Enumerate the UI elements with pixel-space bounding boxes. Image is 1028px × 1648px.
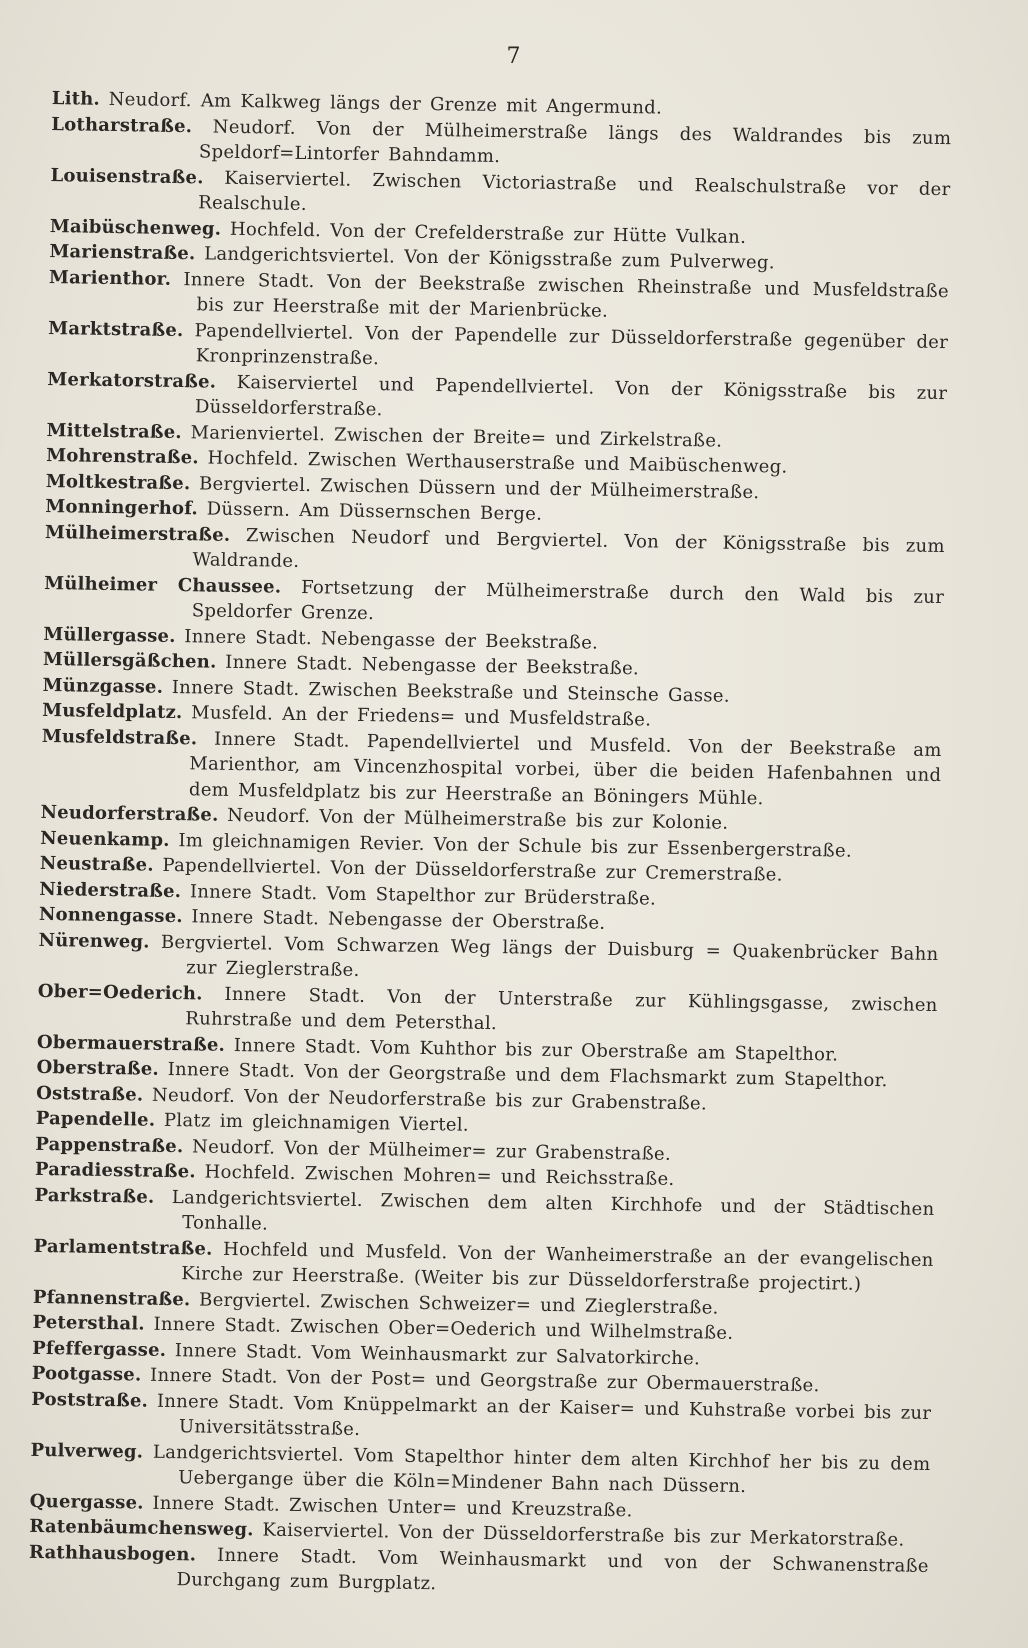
entry-description: Düssern. Am Düssernschen Berge. — [206, 498, 543, 525]
entry-street-name: Pulverweg. — [30, 1439, 144, 1463]
entry-description: Innere Stadt. Nebengasse der Oberstraße. — [191, 906, 606, 934]
entry-description: Neudorf. Am Kalkweg längs der Grenze mit Angermund. — [108, 88, 663, 119]
entry-street-name: Parlamentstraße. — [33, 1235, 213, 1260]
entry-street-name: Monningerhof. — [45, 495, 199, 520]
entry-description: Innere Stadt. Nebengasse der Beekstraße. — [225, 651, 640, 680]
entry-description: Innere Stadt. Vom Knüppelmarkt an der Kaiser= und Kuhstraße vorbei bis zur Universitätsstraße. — [156, 1390, 932, 1441]
entry-description: Landgerichtsviertel. Zwischen dem alten Kirchhofe und der Städtischen Tonhalle. — [171, 1186, 935, 1235]
entry-street-name: Mohrenstraße. — [46, 444, 199, 469]
entry-description: Kaiserviertel und Papendellviertel. Von der Königsstraße bis zur Düsseldorferstraße. — [194, 371, 948, 421]
entry-description: Bergviertel. Zwischen Düssern und der Mülheimerstraße. — [198, 472, 760, 503]
entry-description: Zwischen Neudorf und Bergviertel. Von der Königsstraße bis zum Waldrande. — [192, 524, 946, 572]
entry-street-name: Maibüschenweg. — [49, 215, 222, 240]
entry-description: Marienviertel. Zwischen der Breite= und Zirkelstraße. — [190, 421, 723, 452]
entry-street-name: Münzgasse. — [42, 674, 164, 698]
entry-description: Platz im gleichnamigen Viertel. — [163, 1109, 470, 1136]
entry-street-name: Obermauerstraße. — [36, 1031, 226, 1056]
entry-description: Kaiserviertel. Zwischen Victoriastraße und Realschulstraße vor der Realschule. — [198, 167, 951, 216]
entry-street-name: Pfeffergasse. — [32, 1337, 167, 1361]
page-number: 7 — [506, 44, 522, 69]
entry-street-name: Oberstraße. — [36, 1056, 160, 1080]
entry-street-name: Müllersgäßchen. — [42, 648, 217, 673]
entry-street-name: Musfeldplatz. — [42, 699, 183, 724]
entry-street-name: Parkstraße. — [34, 1184, 155, 1208]
entry-description: Neudorf. Von der Mülheimerstraße längs des Waldrandes bis zum Speldorf=Lintorfer Bahndamm. — [198, 116, 952, 168]
entry-description: Hochfeld und Musfeld. Von der Wanheimerstraße an der evangelischen Kirche zur Heerstraße. (Weiter bis zur Düsseldorferstraße projectirt.) — [181, 1238, 934, 1295]
entry-description: Hochfeld. Zwischen Werthauserstraße und Maibüschenweg. — [207, 447, 788, 478]
entry-description: Innere Stadt. Zwischen Beekstraße und Steinsche Gasse. — [171, 676, 731, 707]
entry-street-name: Merkatorstraße. — [47, 368, 217, 393]
entry-street-name: Neuenkamp. — [40, 827, 170, 851]
entry-street-name: Nonnengasse. — [38, 903, 183, 928]
entry-description: Innere Stadt. Vom Weinhausmarkt zur Salvatorkirche. — [174, 1339, 701, 1369]
entry-street-name: Louisenstraße. — [50, 164, 204, 188]
entry-street-name: Marktstraße. — [48, 317, 184, 341]
entry-description: Hochfeld. Zwischen Mohren= und Reichsstraße. — [204, 1161, 675, 1190]
entry-street-name: Lotharstraße. — [51, 113, 193, 137]
entry-street-name: Marienthor. — [48, 266, 172, 290]
entry-street-name: Müllergasse. — [43, 623, 176, 647]
entry-street-name: Pfannenstraße. — [32, 1286, 191, 1310]
entry-street-name: Neustraße. — [39, 852, 154, 876]
entry-description: Bergviertel. Zwischen Schweizer= und Zieglerstraße. — [198, 1288, 719, 1319]
entry-description: Innere Stadt. Von der Post= und Georgstraße zur Obermauerstraße. — [149, 1364, 820, 1397]
entry-street-name: Moltkestraße. — [45, 470, 191, 494]
entry-description: Papendellviertel. Von der Papendelle zur Düsseldorferstraße gegenüber der Kronprinzenstraße. — [194, 319, 949, 370]
entry-street-name: Niederstraße. — [39, 878, 182, 902]
entry-street-name: Petersthal. — [32, 1311, 145, 1335]
entry-description: Innere Stadt. Nebengasse der Beekstraße. — [184, 625, 599, 654]
entry-description: Fortsetzung der Mülheimerstraße durch den Wald bis zur Speldorfer Grenze. — [191, 576, 945, 625]
entry-description: Innere Stadt. Zwischen Unter= und Kreuzstraße. — [152, 1492, 633, 1521]
directory-entry — [41, 723, 942, 814]
entry-description: Hochfeld. Von der Crefelderstraße zur Hütte Vulkan. — [229, 218, 747, 248]
entry-description: Innere Stadt. Von der Georgstraße und dem Flachsmarkt zum Stapelthor. — [167, 1058, 888, 1092]
entry-description: Innere Stadt. Vom Kuhthor bis zur Oberstraße am Stapelthor. — [233, 1034, 839, 1065]
entry-description: Musfeld. An der Friedens= und Musfeldstraße. — [191, 702, 652, 731]
entry-street-name: Pootgasse. — [31, 1362, 142, 1386]
entry-street-name: Ober=Oederich. — [37, 980, 203, 1004]
entry-street-name: Paradiesstraße. — [34, 1158, 197, 1183]
entry-description: Landgerichtsviertel. Vom Stapelthor hinter dem alten Kirchhof her bis zu dem Uebergange über die Köln=Mindener Bahn nach Düssern. — [152, 1441, 931, 1498]
entry-description: Innere Stadt. Von der Beekstraße zwischen Rheinstraße und Musfeldstraße bis zur Heerstraße mit der Marienbrücke. — [183, 268, 950, 322]
entry-description: Neudorf. Von der Mülheimerstraße bis zur Kolonie. — [227, 804, 729, 834]
street-directory-list — [28, 86, 952, 1604]
entry-street-name: Lith. — [51, 87, 101, 110]
entry-description: Landgerichtsviertel. Von der Königsstraße zum Pulverweg. — [203, 243, 775, 274]
entry-street-name: Quergasse. — [29, 1490, 144, 1514]
entry-street-name: Neudorferstraße. — [40, 801, 219, 826]
entry-street-name: Musfeldstraße. — [41, 725, 198, 749]
entry-street-name: Mülheimerstraße. — [44, 521, 231, 546]
entry-street-name: Papendelle. — [35, 1107, 156, 1131]
entry-description: Innere Stadt. Papendellviertel und Musfeld. Von der Beekstraße am Marienthor, am Vincenzhospital vorbei, über die beiden Hafenbahnen und dem Musfeldplatz bis zur Heerstraße an Böningers Mühle. — [188, 728, 942, 809]
entry-description: Papendellviertel. Von der Düsseldorferstraße zur Cremerstraße. — [162, 854, 783, 886]
entry-street-name: Ratenbäumchensweg. — [29, 1515, 254, 1541]
entry-description: Bergviertel. Vom Schwarzen Weg längs der Duisburg = Quakenbrücker Bahn zur Zieglerstraße. — [160, 931, 939, 981]
entry-street-name: Rathhausbogen. — [28, 1541, 197, 1565]
entry-description: Im gleichnamigen Revier. Von der Schule bis zur Essenbergerstraße. — [178, 829, 853, 862]
entry-street-name: Nürenweg. — [38, 929, 150, 953]
entry-description: Innere Stadt. Vom Weinhausmarkt und von der Schwanenstraße Durchgang zum Burgplatz. — [176, 1544, 930, 1595]
entry-street-name: Poststraße. — [31, 1388, 149, 1412]
entry-description: Kaiserviertel. Von der Düsseldorferstraße bis zur Merkatorstraße. — [262, 1519, 905, 1551]
entry-description: Neudorf. Von der Neudorferstraße bis zur Grabenstraße. — [151, 1084, 708, 1114]
entry-description: Innere Stadt. Vom Stapelthor zur Brüderstraße. — [189, 880, 657, 910]
entry-street-name: Marienstraße. — [49, 240, 196, 265]
entry-street-name: Pappenstraße. — [35, 1133, 184, 1157]
entry-street-name: Mittelstraße. — [46, 419, 183, 443]
entry-description: Innere Stadt. Zwischen Ober=Oederich und Wilhelmstraße. — [153, 1313, 734, 1344]
entry-street-name: Mülheimer Chaussee. — [44, 572, 282, 598]
entry-description: Innere Stadt. Von der Unterstraße zur Kühlingsgasse, zwischen Ruhrstraße und dem Petersthal. — [185, 983, 938, 1035]
entry-description: Neudorf. Von der Mülheimer= zur Grabenstraße. — [191, 1135, 672, 1165]
entry-street-name: Oststraße. — [36, 1082, 144, 1106]
